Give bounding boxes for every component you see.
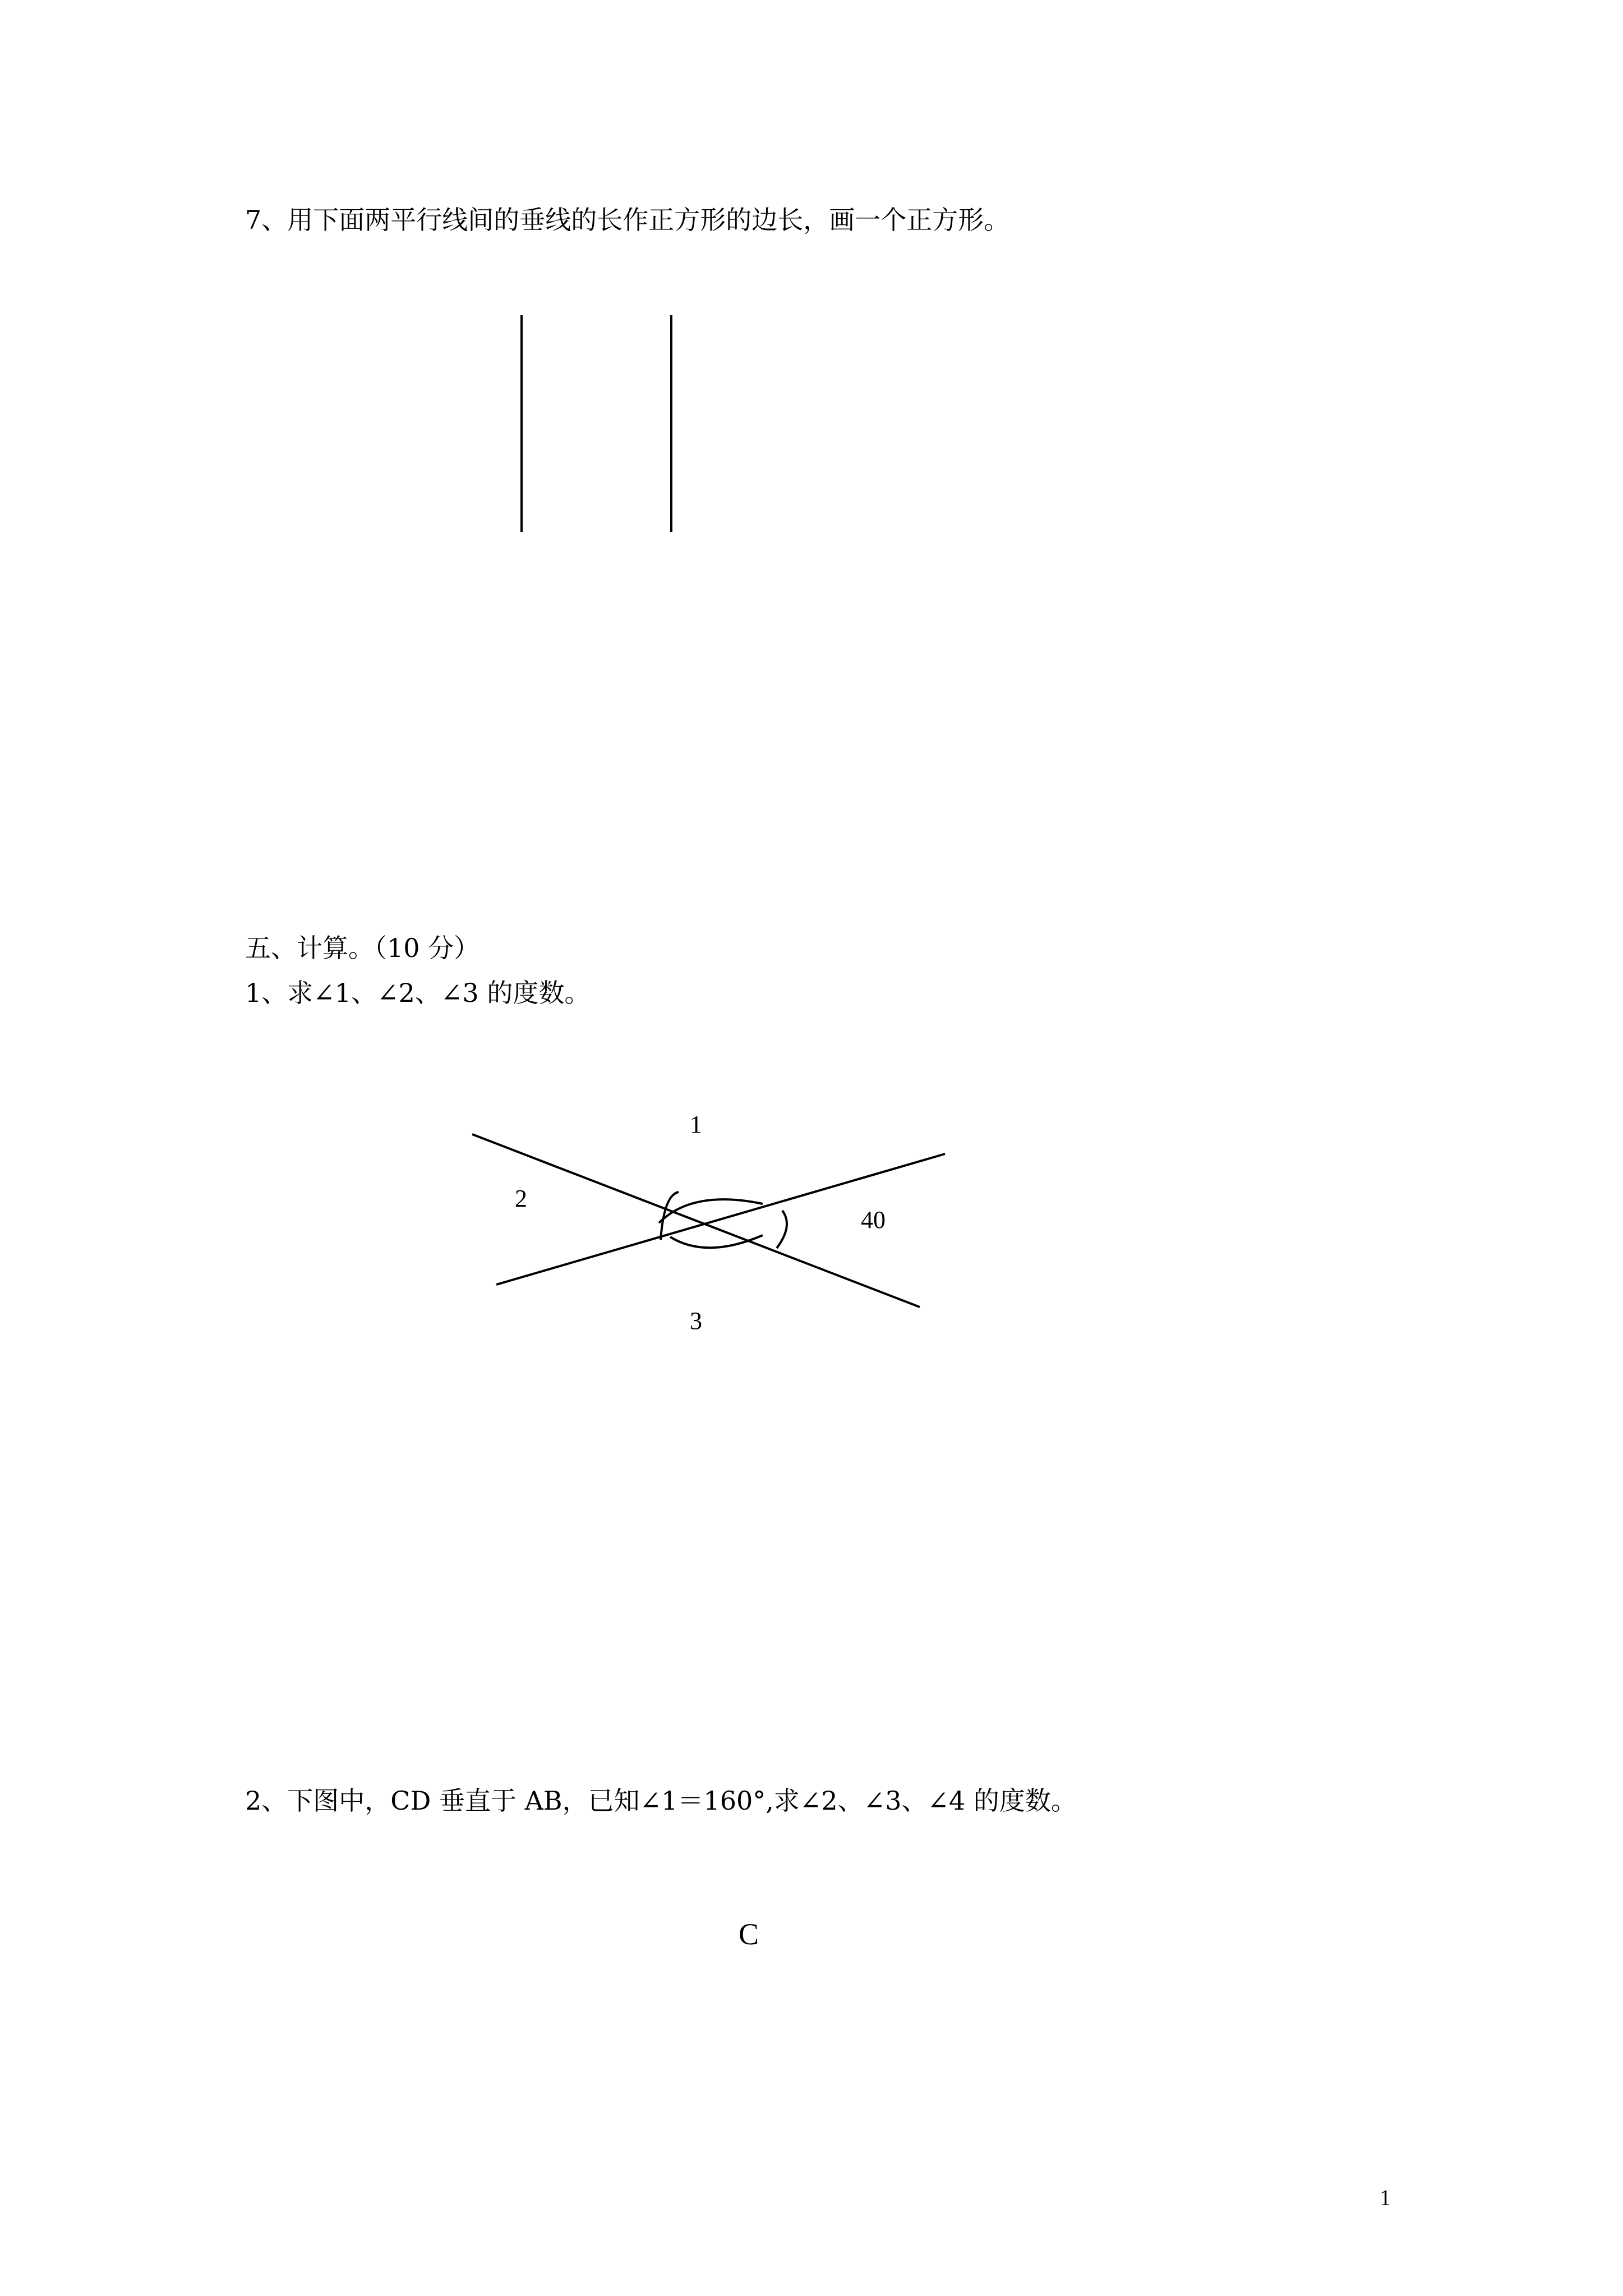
section-5-heading: 五、计算。（10 分） xyxy=(245,933,480,963)
section-5-question-1-text: 1、求∠1、∠2、∠3 的度数。 xyxy=(245,978,591,1008)
parallel-lines-figure xyxy=(505,309,684,539)
angle-arc-3 xyxy=(670,1235,763,1248)
angle-label-3: 3 xyxy=(690,1307,702,1335)
question-7-text: 7、用下面两平行线间的垂线的长作正方形的边长，画一个正方形。 xyxy=(245,205,1010,235)
angle-arc-40 xyxy=(777,1211,787,1248)
intersecting-lines-figure xyxy=(449,1111,953,1358)
point-label-c: C xyxy=(739,1917,759,1951)
section-5-question-2-text: 2、下图中，CD 垂直于 AB，已知∠1＝160°,求∠2、∠3、∠4 的度数。 xyxy=(245,1786,1077,1816)
page-number: 1 xyxy=(1380,2185,1391,2210)
line-descending xyxy=(472,1134,920,1307)
angle-label-40: 40 xyxy=(861,1206,886,1234)
angle-label-2: 2 xyxy=(515,1185,527,1212)
angle-label-1: 1 xyxy=(690,1111,702,1138)
